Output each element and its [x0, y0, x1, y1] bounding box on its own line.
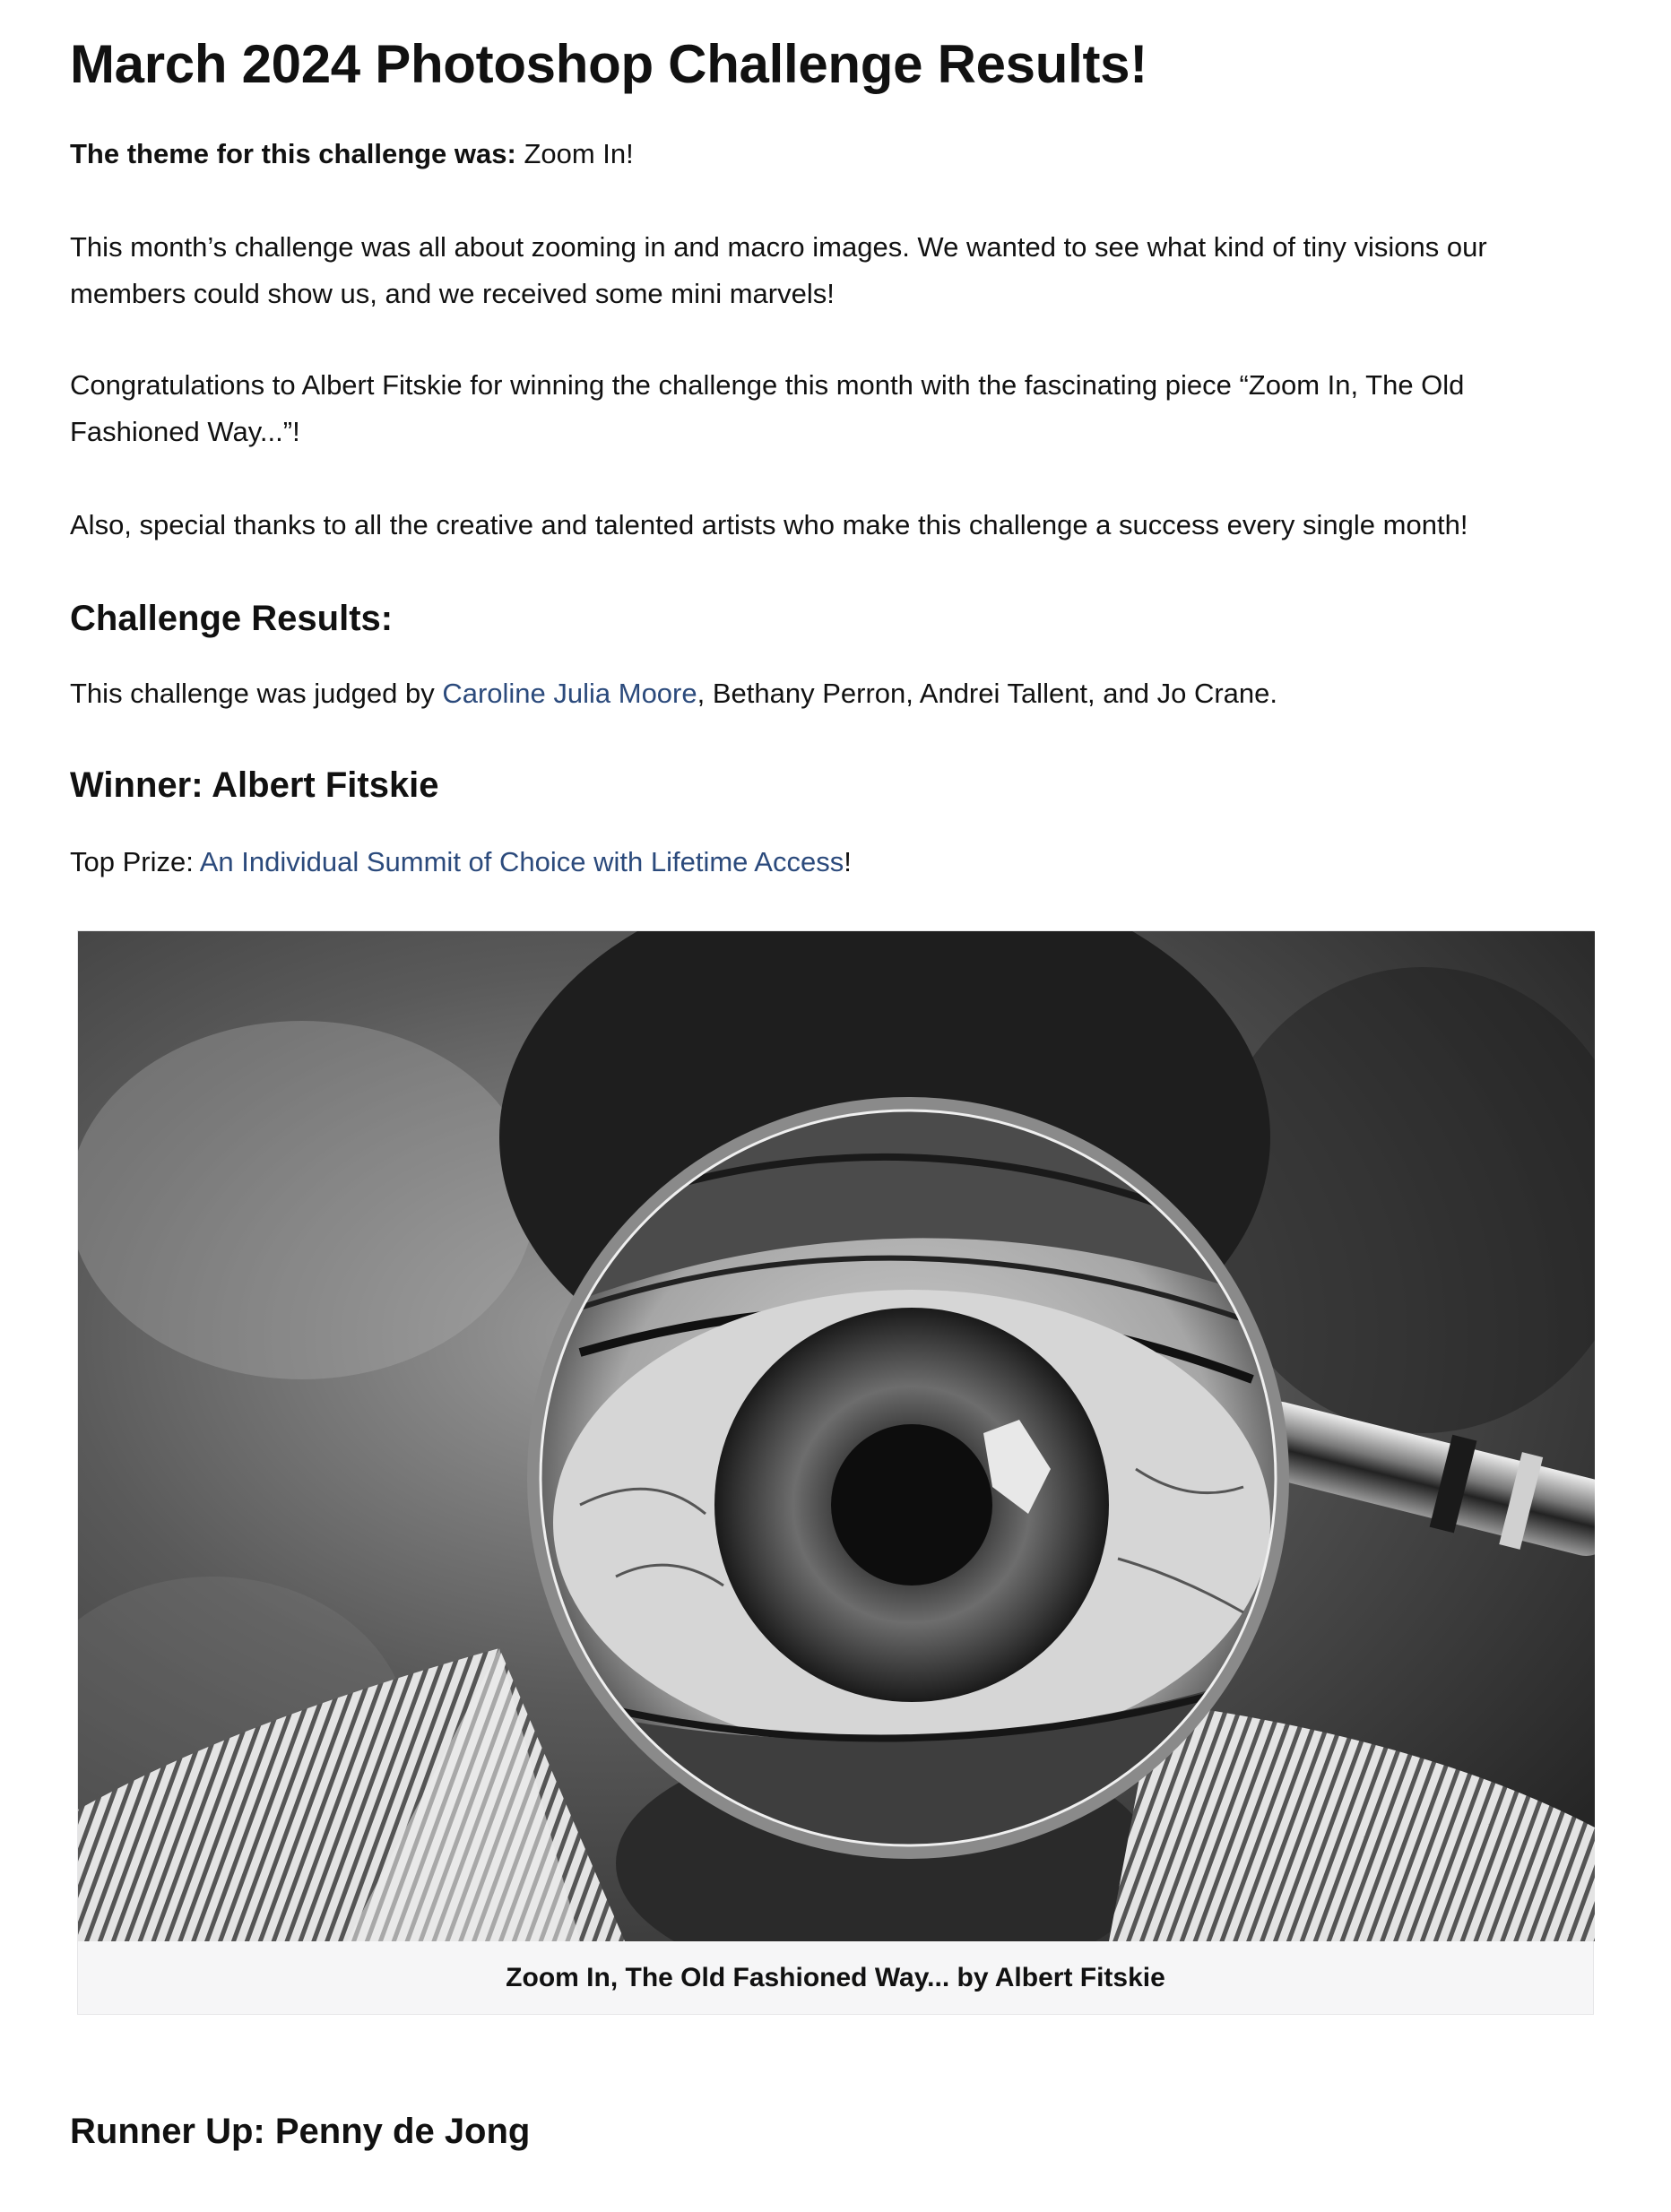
prize-suffix: !	[844, 846, 852, 877]
judges-paragraph	[70, 670, 1585, 717]
prize-paragraph	[70, 839, 1585, 886]
judges-suffix: , Bethany Perron, Andrei Tallent, and Jo Crane.	[697, 678, 1278, 709]
winner-heading: Winner: Albert Fitskie	[70, 765, 439, 805]
judge-link-caroline-julia-moore[interactable]: Caroline Julia Moore	[442, 678, 697, 709]
judges-prefix: This challenge was judged by	[70, 678, 443, 709]
theme-value: Zoom In!	[515, 138, 634, 169]
prize-prefix: Top Prize:	[70, 846, 200, 877]
runner-up-heading: Runner Up: Penny de Jong	[70, 2112, 531, 2151]
thanks-paragraph: Also, special thanks to all the creative and talented artists who make this challenge a success every single month!	[70, 509, 1468, 540]
challenge-results-heading: Challenge Results:	[70, 599, 394, 638]
winner-image-caption: Zoom In, The Old Fashioned Way... by Albert Fitskie	[506, 1963, 1165, 1992]
winner-image[interactable]	[78, 931, 1595, 1941]
intro-paragraph: This month’s challenge was all about zooming in and macro images. We wanted to see what kind of tiny visions our members could show us, and we received some mini marvels!	[70, 231, 1487, 309]
page-title: March 2024 Photoshop Challenge Results!	[70, 34, 1147, 94]
theme-label: The theme for this challenge was:	[70, 138, 516, 169]
congrats-paragraph: Congratulations to Albert Fitskie for winning the challenge this month with the fascinating piece “Zoom In, The Old Fashioned Way...”!	[70, 369, 1465, 447]
theme-paragraph	[70, 131, 1585, 177]
prize-link[interactable]: An Individual Summit of Choice with Lifetime Access	[199, 846, 844, 877]
winner-figure	[77, 930, 1594, 2015]
magnifying-glass-eye-artwork	[78, 931, 1595, 1941]
